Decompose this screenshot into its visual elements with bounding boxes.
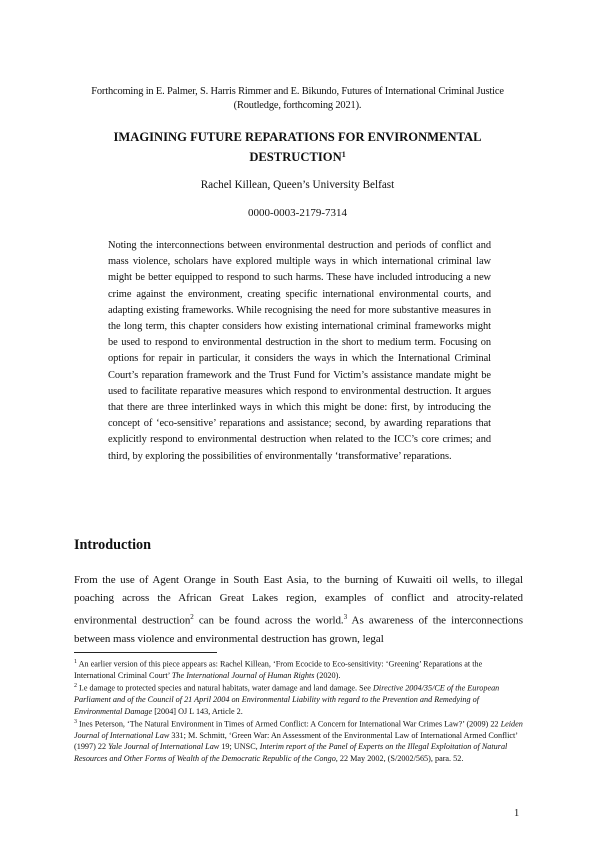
- page-number: 1: [514, 808, 520, 819]
- orcid-id: 0000-0003-2179-7314: [248, 207, 347, 219]
- footnote-3-mark: 3: [74, 718, 77, 725]
- footnote-2-citation: [2004] OJ L 143, Article 2.: [152, 706, 243, 716]
- footnote-separator: [74, 652, 217, 653]
- footnote-2-mark: 2: [74, 683, 77, 690]
- footnote-2: [74, 681, 525, 717]
- footnote-ref-3[interactable]: 3: [343, 612, 348, 621]
- footnote-3: [74, 717, 525, 764]
- footnote-3-text-b: 331; M. Schmitt, ‘Green War: An Assessment of the Environmental Law of International Armed Conflict’ (1997) 22: [74, 730, 518, 752]
- paper-title: [90, 127, 505, 167]
- author-line: Rachel Killean, Queen’s University Belfast: [200, 179, 395, 191]
- intro-paragraph: [74, 571, 523, 648]
- publication-note: Forthcoming in E. Palmer, S. Harris Rimmer and E. Bikundo, Futures of International Criminal Justice (Routledge, forthcoming 2021).: [91, 86, 504, 111]
- title-footnote-mark[interactable]: 1: [341, 150, 346, 159]
- footnote-1: [74, 657, 525, 681]
- footnote-3-journal-b: Yale Journal of International Law: [108, 742, 220, 752]
- footnotes: [74, 657, 525, 764]
- footnote-1-journal: The International Journal of Human Rights: [171, 671, 315, 681]
- footnote-3-text-c: 19; UNSC,: [219, 742, 260, 752]
- footnote-3-text-d: 22 May 2002, (S/2002/565), para. 52.: [337, 753, 464, 763]
- footnote-ref-2[interactable]: 2: [190, 612, 194, 621]
- footnote-2-directive: Directive 2004/35/CE of the European Parliament and of the Council of 21 April 2004 on Environmental Liability with regard to the Prevention and Remedying of Environmental Damage: [74, 684, 500, 716]
- intro-text-1: From the use of Agent Orange in South East Asia, to the burning of Kuwaiti oil wells, to illegal poaching across the African Great Lakes region, examples of conflict and atrocity-related environmental destruction: [74, 574, 523, 627]
- footnote-3-text-a: Ines Peterson, ‘The Natural Environment in Times of Armed Conflict: A Concern for International War Crimes Law?’ (2009) 22: [77, 719, 501, 729]
- intro-text-2: can be found across the world.: [193, 614, 344, 627]
- footnote-1-text: An earlier version of this piece appears as: Rachel Killean, ‘From Ecocide to Eco-sensitivity: ‘Greening’ Reparations at the International Criminal Court’: [74, 659, 483, 681]
- footnote-3-journal-a: Leiden Journal of International Law: [74, 719, 523, 740]
- footnote-1-mark: 1: [74, 659, 77, 665]
- abstract: Noting the interconnections between environmental destruction and periods of conflict and mass violence, scholars have explored multiple ways in which international criminal law might be better equipped to respond to such harms. These have included introducing a new crime against the environment, creating specific international environmental courts, and adapting existing frameworks. While recognising the need for more substantive measures in the long term, this chapter considers how existing international criminal frameworks might be used to respond to environmental destruction in the short to medium term. Focusing on options for repair in particular, it considers the ways in which the International Criminal Court’s reparation framework and the Trust Fund for Victim’s assistance mandate might be used to facilitate reparative measures which respond to environmental destruction. It argues that there are three interlinked ways in which this might be done: first, by introducing the concept of ‘eco-sensitive’ reparations and assistance; second, by awarding reparations that explicitly respond to environmental destruction when related to the ICC’s core crimes; and third, by exploring the possibilities of environmentally ‘transformative’ reparations.: [108, 240, 491, 462]
- footnote-3-report: Interim report of the Panel of Experts on the Illegal Exploitation of Natural Resources and Other Forms of Wealth of the Democratic Republic of the Congo,: [74, 742, 508, 763]
- intro-text-3: As awareness of the interconnections between mass violence and environmental destruction has grown, legal: [74, 614, 523, 645]
- paper-title-text: IMAGINING FUTURE REPARATIONS FOR ENVIRONMENTAL DESTRUCTION: [113, 130, 482, 164]
- footnote-1-year: (2020).: [314, 671, 341, 681]
- section-heading-introduction: Introduction: [74, 537, 151, 553]
- footnote-2-text: I.e damage to protected species and natural habitats, water damage and land damage. See: [77, 684, 373, 694]
